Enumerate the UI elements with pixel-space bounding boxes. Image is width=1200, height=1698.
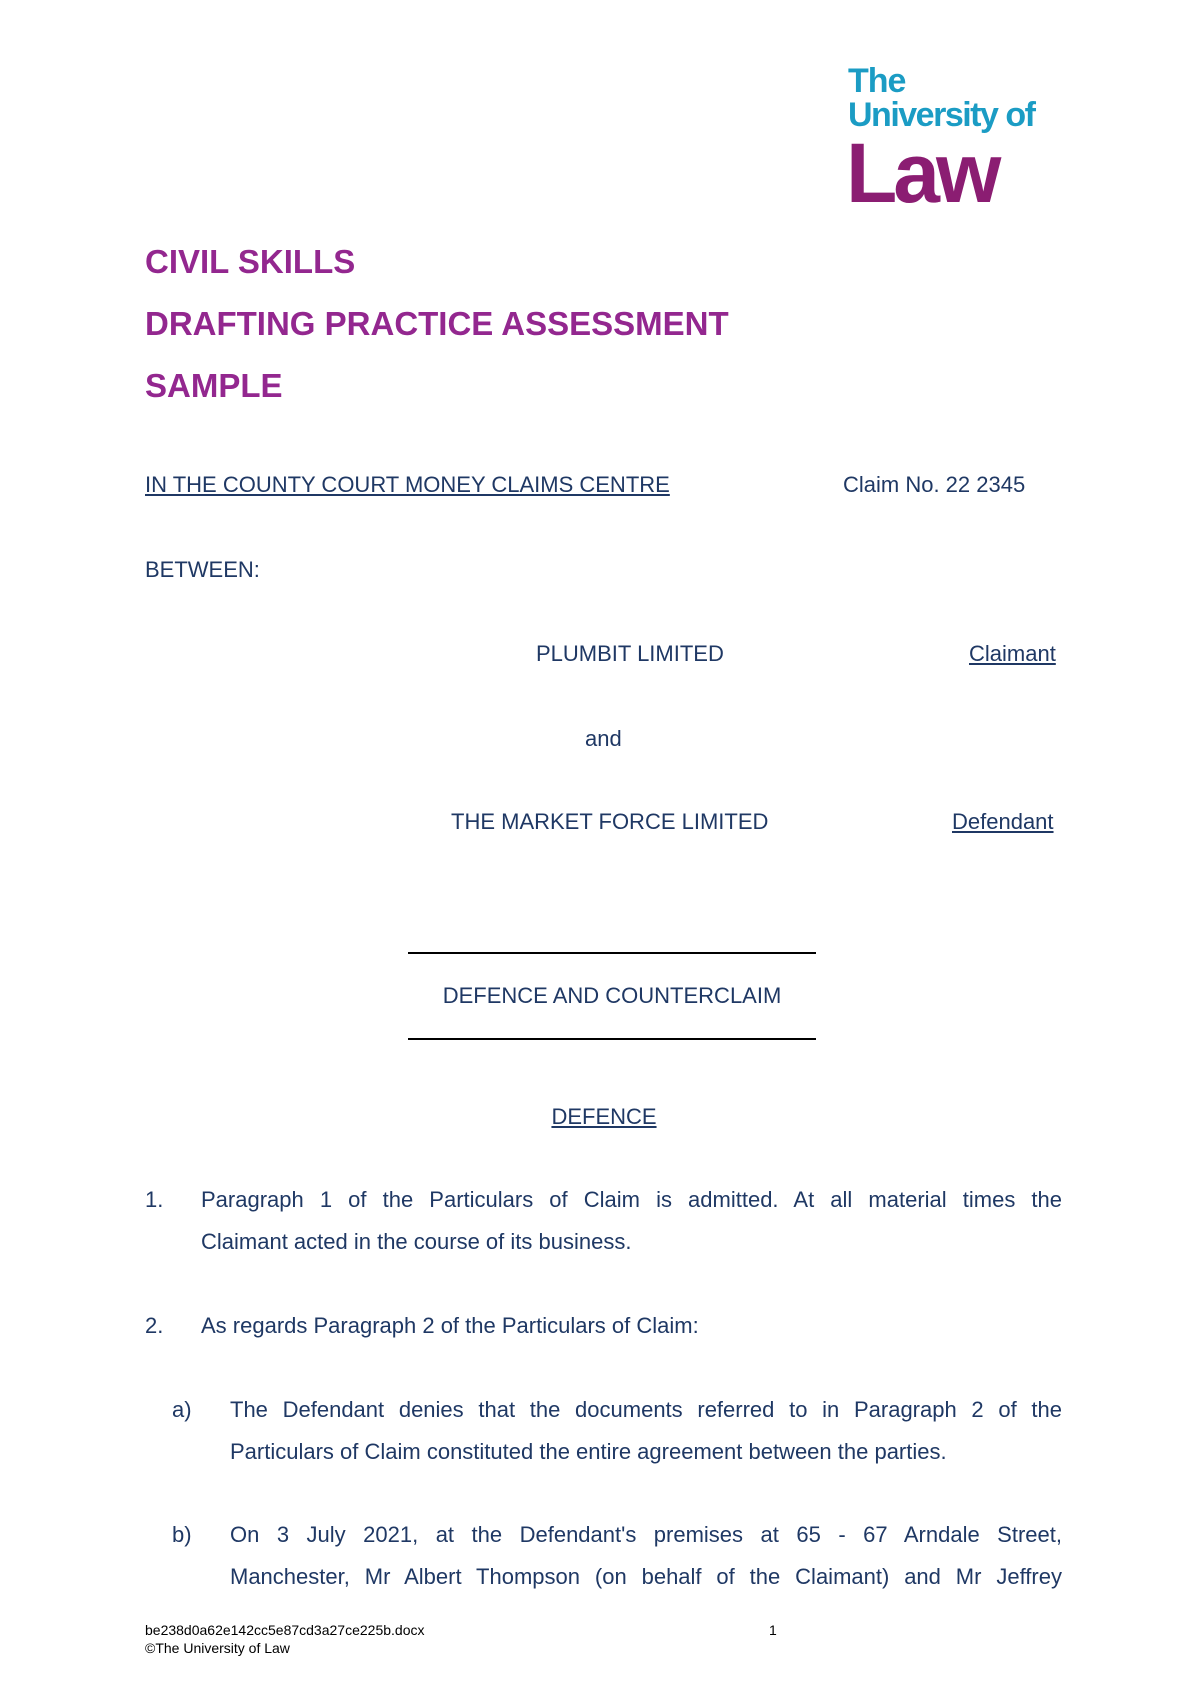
footer-page-number: 1 bbox=[769, 1622, 777, 1638]
and-label: and bbox=[585, 726, 622, 751]
paragraph-number: 2. bbox=[145, 1313, 164, 1338]
subparagraph-a-line-2: Particulars of Claim constituted the entire agreement between the parties. bbox=[230, 1439, 947, 1464]
footer-copyright: ©The University of Law bbox=[145, 1640, 290, 1656]
logo-line-university-of: University of bbox=[848, 96, 1035, 134]
subparagraph-label: a) bbox=[172, 1397, 192, 1422]
claimant-role: Claimant bbox=[969, 641, 1056, 666]
subparagraph-b-line-1: On 3 July 2021, at the Defendant's premises at 65 - 67 Arndale Street, bbox=[230, 1522, 1062, 1547]
defendant-role: Defendant bbox=[952, 809, 1054, 834]
title-top-rule bbox=[408, 952, 816, 954]
between-label: BETWEEN: bbox=[145, 557, 260, 582]
court-name: IN THE COUNTY COURT MONEY CLAIMS CENTRE bbox=[145, 472, 670, 497]
logo-line-the: The bbox=[848, 62, 906, 100]
paragraph-2-line-1: As regards Paragraph 2 of the Particulars of Claim: bbox=[201, 1313, 699, 1338]
defendant-name: THE MARKET FORCE LIMITED bbox=[451, 809, 769, 834]
paragraph-1-line-1: Paragraph 1 of the Particulars of Claim is admitted. At all material times the bbox=[201, 1187, 1062, 1212]
paragraph-number: 1. bbox=[145, 1187, 164, 1212]
document-title: DEFENCE AND COUNTERCLAIM bbox=[442, 983, 782, 1008]
title-bottom-rule bbox=[408, 1038, 816, 1040]
title-sample: SAMPLE bbox=[145, 367, 283, 404]
paragraph-1-line-2: Claimant acted in the course of its business. bbox=[201, 1229, 632, 1254]
section-heading-defence: DEFENCE bbox=[551, 1104, 657, 1129]
subparagraph-b-line-2: Manchester, Mr Albert Thompson (on behalf of the Claimant) and Mr Jeffrey bbox=[230, 1564, 1062, 1589]
claimant-name: PLUMBIT LIMITED bbox=[536, 641, 724, 666]
subparagraph-a-line-1: The Defendant denies that the documents referred to in Paragraph 2 of the bbox=[230, 1397, 1062, 1422]
title-civil-skills: CIVIL SKILLS bbox=[145, 243, 356, 280]
footer-filename: be238d0a62e142cc5e87cd3a27ce225b.docx bbox=[145, 1622, 425, 1638]
logo-line-law: Law bbox=[846, 126, 998, 220]
title-drafting-practice: DRAFTING PRACTICE ASSESSMENT bbox=[145, 305, 729, 342]
claim-number: Claim No. 22 2345 bbox=[843, 472, 1026, 497]
subparagraph-label: b) bbox=[172, 1522, 192, 1547]
